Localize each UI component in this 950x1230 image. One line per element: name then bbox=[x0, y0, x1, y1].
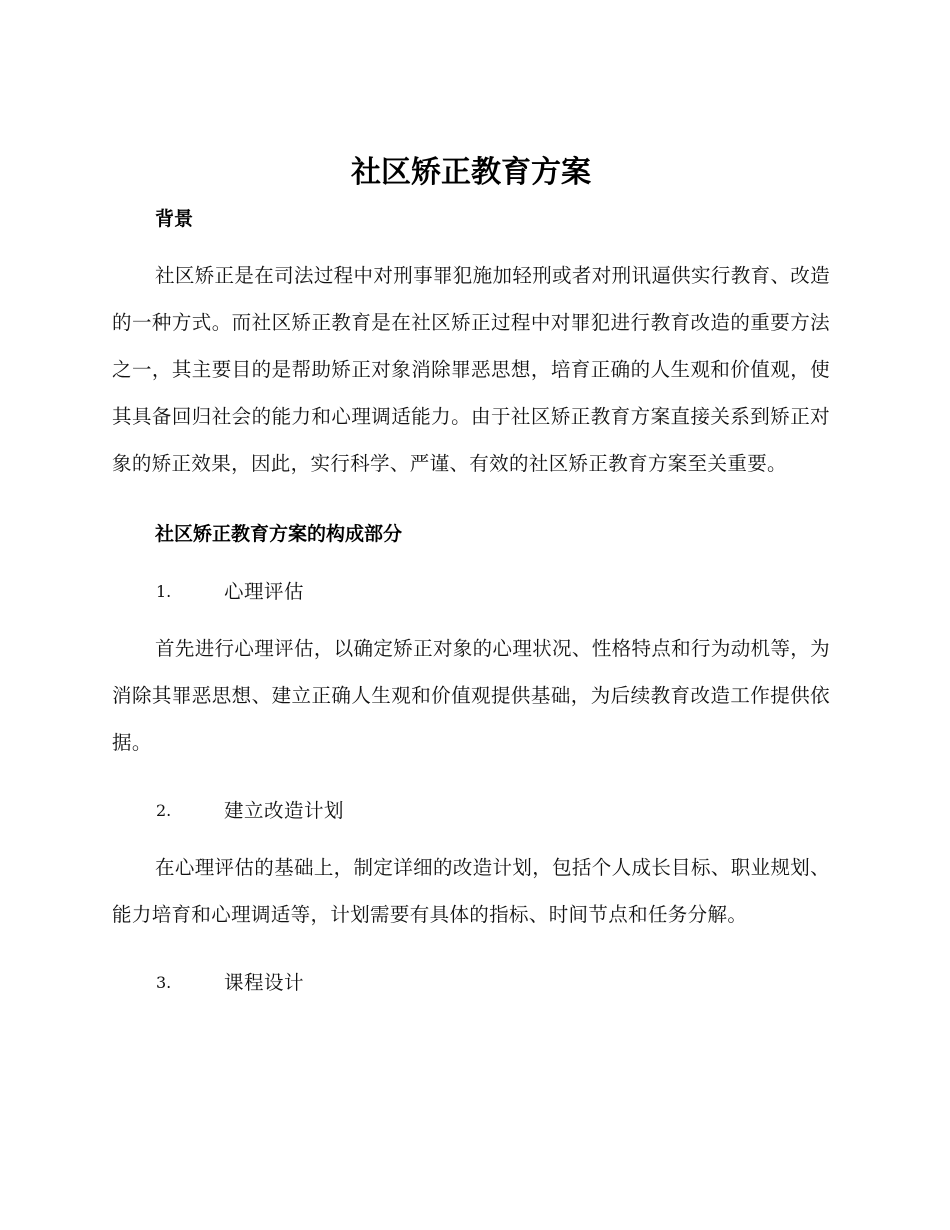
reform-plan-paragraph: 在心理评估的基础上，制定详细的改造计划，包括个人成长目标、职业规划、能力培育和心理调适等，计划需要有具体的指标、时间节点和任务分解。 bbox=[112, 856, 830, 926]
list-item-reform-plan bbox=[112, 798, 830, 824]
list-label: 心理评估 bbox=[224, 580, 305, 603]
list-item-course-design bbox=[112, 970, 830, 996]
document-page bbox=[112, 150, 830, 996]
section-heading-components: 社区矫正教育方案的构成部分 bbox=[155, 523, 403, 545]
list-label: 建立改造计划 bbox=[224, 799, 345, 822]
list-number: 3. bbox=[156, 973, 172, 992]
list-item-psych-eval bbox=[112, 579, 830, 605]
document-title: 社区矫正教育方案 bbox=[351, 155, 591, 190]
list-number: 1. bbox=[156, 582, 172, 601]
psych-eval-paragraph: 首先进行心理评估，以确定矫正对象的心理状况、性格特点和行为动机等，为消除其罪恶思想、建立正确人生观和价值观提供基础，为后续教育改造工作提供依据。 bbox=[112, 637, 830, 754]
list-label: 课程设计 bbox=[224, 971, 305, 994]
background-paragraph: 社区矫正是在司法过程中对刑事罪犯施加轻刑或者对刑讯逼供实行教育、改造的一种方式。而社区矫正教育是在社区矫正过程中对罪犯进行教育改造的重要方法之一，其主要目的是帮助矫正对象消除罪恶思想，培育正确的人生观和价值观，使其具备回归社会的能力和心理调适能力。由于社区矫正教育方案直接关系到矫正对象的矫正效果，因此，实行科学、严谨、有效的社区矫正教育方案至关重要。 bbox=[112, 264, 830, 475]
section-heading-background: 背景 bbox=[155, 208, 194, 230]
list-number: 2. bbox=[156, 801, 172, 820]
